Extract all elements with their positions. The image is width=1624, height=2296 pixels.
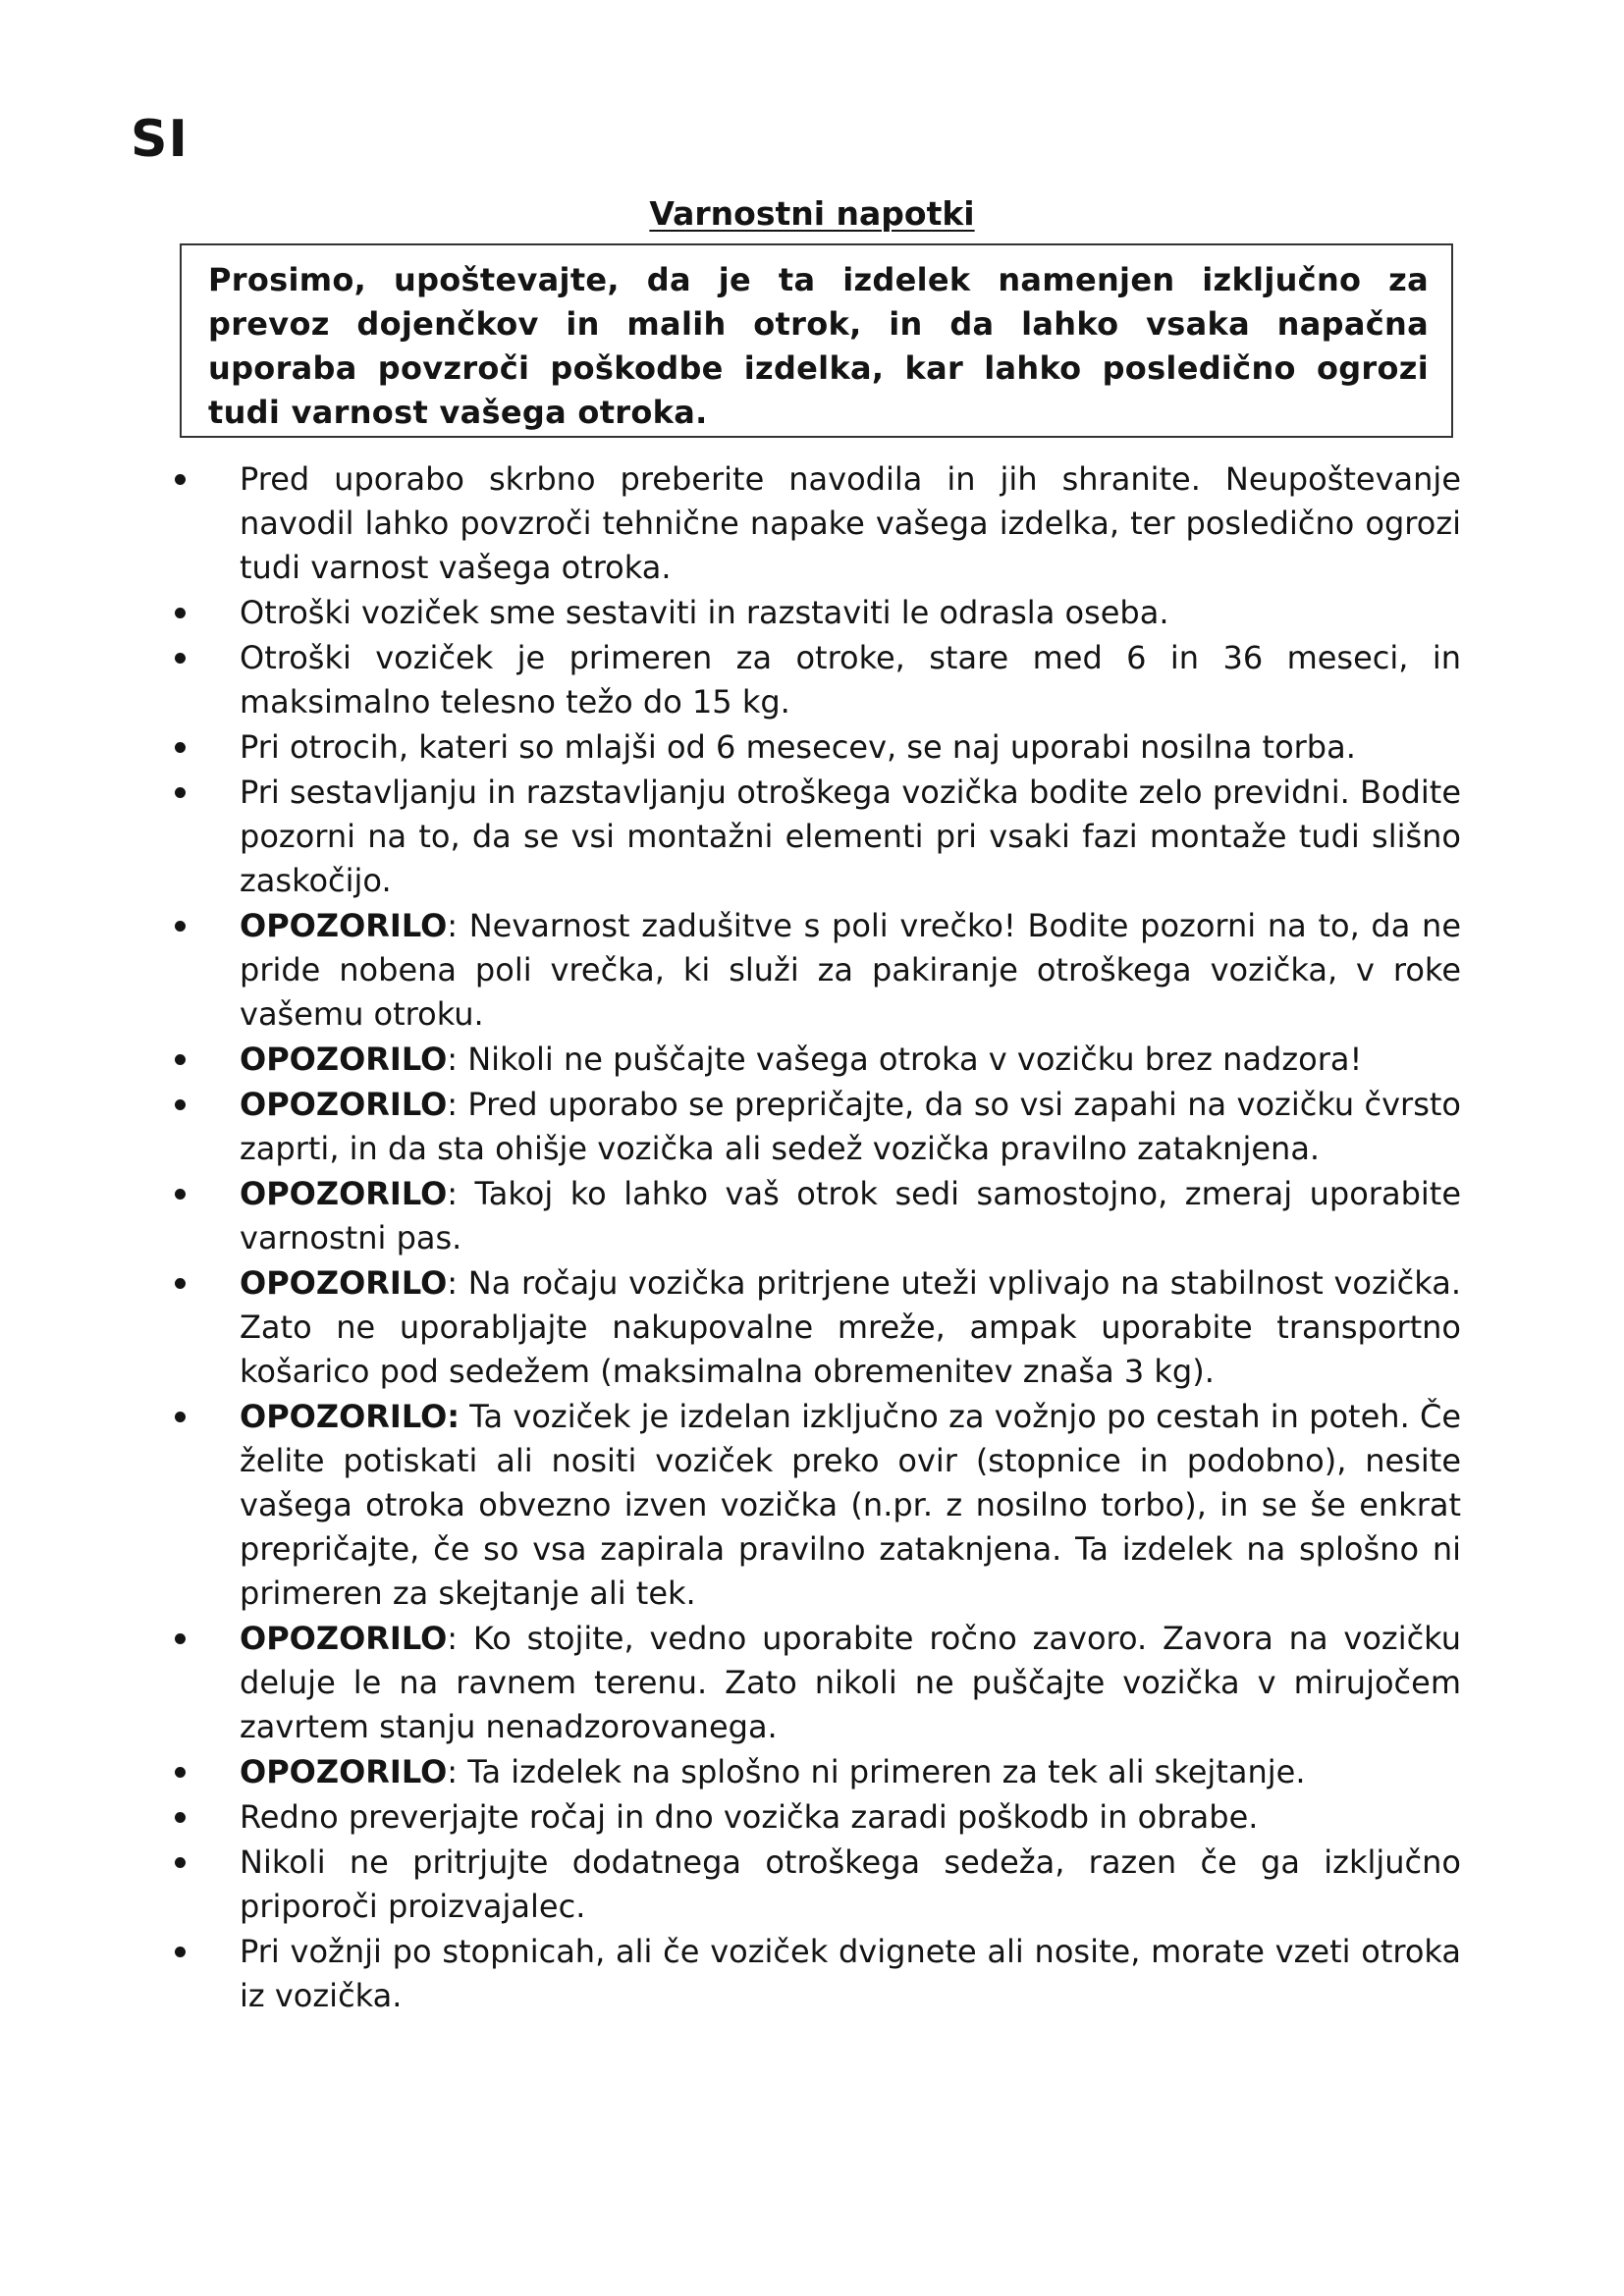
list-item — [175, 1395, 1461, 1616]
list-item — [175, 1841, 1461, 1929]
warning-label: OPOZORILO — [240, 1175, 448, 1212]
list-item-text: : Ta izdelek na splošno ni primeren za tek ali skejtanje. — [447, 1753, 1306, 1790]
list-item-text: : Ko stojite, vedno uporabite ročno zavoro. Zavora na vozičku deluje le na ravnem terenu. Zato nikoli ne puščajte vozička v mirujočem zavrtem stanju nenadzorovanega. — [240, 1620, 1461, 1745]
list-item-text: Otroški voziček je primeren za otroke, stare med 6 in 36 meseci, in maksimalno telesno težo do 15 kg. — [240, 639, 1461, 721]
list-item — [175, 904, 1461, 1037]
list-item — [175, 1795, 1461, 1840]
list-item — [175, 1083, 1461, 1171]
list-item-text: Otroški voziček sme sestaviti in razstaviti le odrasla oseba. — [240, 594, 1169, 631]
list-item — [175, 1930, 1461, 2018]
language-code: SI — [131, 110, 189, 169]
list-item-text: Pred uporabo skrbno preberite navodila in jih shranite. Neupoštevanje navodil lahko povzroči tehnične napake vašega izdelka, ter posledično ogrozi tudi varnost vašega otroka. — [240, 460, 1461, 586]
warning-label: OPOZORILO — [240, 1753, 448, 1790]
list-item-text: Redno preverjajte ročaj in dno vozička zaradi poškodb in obrabe. — [240, 1798, 1259, 1836]
list-item-text: : Na ročaju vozička pritrjene uteži vplivajo na stabilnost vozička. Zato ne uporabljajte nakupovalne mreže, ampak uporabite transportno košarico pod sedežem (maksimalna obremenitev znaša 3 kg). — [240, 1264, 1461, 1390]
warning-label: OPOZORILO — [240, 1620, 448, 1657]
list-item — [175, 1038, 1461, 1082]
safety-notice-text: Prosimo, upoštevajte, da je ta izdelek namenjen izključno za prevoz dojenčkov in malih otrok, in da lahko vsaka napačna uporaba povzroči poškodbe izdelka, kar lahko posledično ogrozi tudi varnost vašega otroka. — [208, 261, 1429, 431]
list-item-text: : Nikoli ne puščajte vašega otroka v vozičku brez nadzora! — [447, 1041, 1363, 1078]
list-item — [175, 457, 1461, 590]
list-item — [175, 591, 1461, 635]
list-item-text: Ta voziček je izdelan izključno za vožnjo po cestah in poteh. Če želite potiskati ali nositi voziček preko ovir (stopnice in podobno), nesite vašega otroka obvezno izven vozička (n.pr. z nosilno torbo), in se še enkrat prepričajte, če so vsa zapirala pravilno zataknjena. Ta izdelek na splošno ni primeren za skejtanje ali tek. — [240, 1398, 1461, 1612]
list-item — [175, 1172, 1461, 1260]
warning-label: OPOZORILO — [240, 1086, 448, 1123]
warning-label: OPOZORILO: — [240, 1398, 460, 1435]
list-item-text: Pri sestavljanju in razstavljanju otroškega vozička bodite zelo previdni. Bodite pozorni na to, da se vsi montažni elementi pri vsaki fazi montaže tudi slišno zaskočijo. — [240, 774, 1461, 899]
list-item-text: : Pred uporabo se prepričajte, da so vsi zapahi na vozičku čvrsto zaprti, in da sta ohišje vozička ali sedež vozička pravilno zataknjena. — [240, 1086, 1461, 1167]
list-item — [175, 725, 1461, 770]
list-item-text: : Takoj ko lahko vaš otrok sedi samostojno, zmeraj uporabite varnostni pas. — [240, 1175, 1461, 1256]
list-item — [175, 1750, 1461, 1794]
list-item — [175, 636, 1461, 724]
list-item-text: Pri vožnji po stopnicah, ali če voziček dvignete ali nosite, morate vzeti otroka iz vozička. — [240, 1933, 1461, 2014]
list-item — [175, 1261, 1461, 1394]
warning-label: OPOZORILO — [240, 1264, 448, 1302]
list-item — [175, 1617, 1461, 1749]
safety-notice-box — [180, 243, 1453, 438]
list-item-text: Pri otrocih, kateri so mlajši od 6 mesecev, se naj uporabi nosilna torba. — [240, 728, 1356, 766]
list-item — [175, 771, 1461, 903]
warning-label: OPOZORILO — [240, 907, 448, 944]
list-item-text: Nikoli ne pritrjujte dodatnega otroškega sedeža, razen če ga izključno priporoči proizvajalec. — [240, 1843, 1461, 1925]
page-title — [0, 192, 1624, 236]
page-title-text: Varnostni napotki — [649, 194, 975, 233]
list-item-text: : Nevarnost zadušitve s poli vrečko! Bodite pozorni na to, da ne pride nobena poli vrečka, ki služi za pakiranje otroškega vozička, v roke vašemu otroku. — [240, 907, 1461, 1033]
safety-instructions-list — [175, 457, 1461, 2019]
warning-label: OPOZORILO — [240, 1041, 448, 1078]
